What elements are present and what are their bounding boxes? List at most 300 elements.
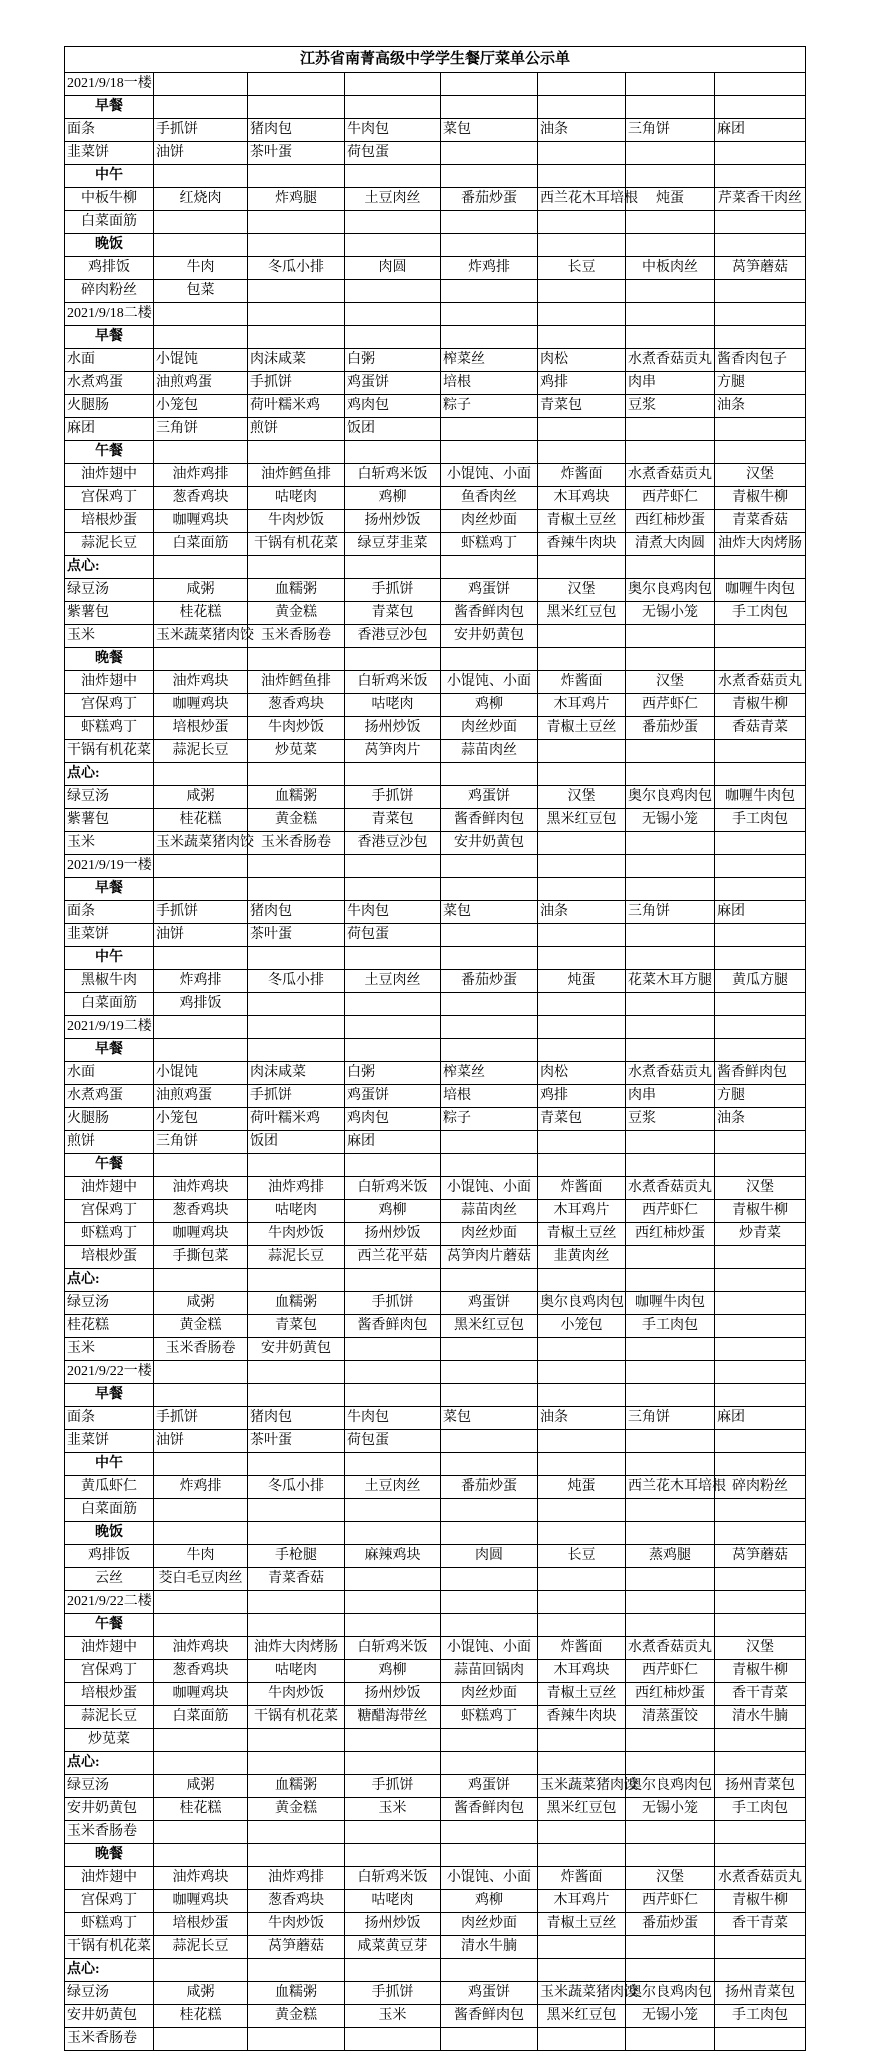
menu-row	[65, 1338, 806, 1361]
menu-item: 炸酱面	[538, 1177, 626, 1200]
empty-cell	[538, 947, 626, 970]
menu-item: 葱香鸡块	[154, 487, 248, 510]
meal-row	[65, 763, 806, 786]
menu-item: 黑米红豆包	[441, 1315, 538, 1338]
menu-item: 黑椒牛肉	[65, 970, 154, 993]
menu-item: 肉沫咸菜	[248, 349, 345, 372]
menu-row	[65, 280, 806, 303]
menu-item: 莴笋肉片	[345, 740, 441, 763]
menu-item: 蒜泥长豆	[154, 1936, 248, 1959]
menu-row	[65, 1407, 806, 1430]
menu-item: 肉丝炒面	[441, 717, 538, 740]
empty-cell	[345, 234, 441, 257]
menu-item: 油煎鸡蛋	[154, 372, 248, 395]
menu-item: 清水牛腩	[441, 1936, 538, 1959]
menu-item: 扬州青菜包	[715, 1982, 806, 2005]
empty-cell	[154, 1154, 248, 1177]
empty-cell	[715, 947, 806, 970]
empty-cell	[248, 280, 345, 303]
menu-item: 西红柿炒蛋	[626, 1683, 715, 1706]
empty-cell	[345, 1039, 441, 1062]
empty-cell	[154, 1016, 248, 1039]
meal-row	[65, 1522, 806, 1545]
menu-item: 西兰花木耳培根	[538, 188, 626, 211]
menu-row	[65, 1131, 806, 1154]
empty-cell	[441, 1821, 538, 1844]
empty-cell	[441, 1752, 538, 1775]
empty-cell	[345, 441, 441, 464]
menu-item: 桂花糕	[154, 809, 248, 832]
menu-item: 桂花糕	[154, 602, 248, 625]
empty-cell	[538, 418, 626, 441]
menu-item: 蒜苗回锅肉	[441, 1660, 538, 1683]
menu-item: 鸡柳	[441, 1890, 538, 1913]
empty-cell	[715, 763, 806, 786]
empty-cell	[248, 2028, 345, 2051]
empty-cell	[345, 165, 441, 188]
empty-cell	[441, 418, 538, 441]
menu-item: 咸粥	[154, 786, 248, 809]
menu-item: 绿豆汤	[65, 786, 154, 809]
empty-cell	[441, 303, 538, 326]
menu-item: 蒸鸡腿	[626, 1545, 715, 1568]
meal-heading: 晚饭	[65, 234, 154, 257]
empty-cell	[154, 1384, 248, 1407]
empty-cell	[441, 1959, 538, 1982]
menu-item: 安井奶黄包	[441, 832, 538, 855]
empty-cell	[154, 234, 248, 257]
menu-item: 鸡蛋饼	[441, 786, 538, 809]
menu-row	[65, 349, 806, 372]
empty-cell	[626, 1246, 715, 1269]
empty-cell	[345, 763, 441, 786]
empty-cell	[154, 1453, 248, 1476]
empty-cell	[715, 2028, 806, 2051]
empty-cell	[715, 1039, 806, 1062]
empty-cell	[154, 1821, 248, 1844]
menu-item: 酱香鲜肉包	[441, 809, 538, 832]
menu-item: 肉丝炒面	[441, 510, 538, 533]
meal-row	[65, 326, 806, 349]
empty-cell	[626, 1821, 715, 1844]
empty-cell	[441, 1430, 538, 1453]
menu-item: 汉堡	[538, 786, 626, 809]
menu-item: 莴笋蘑菇	[248, 1936, 345, 1959]
menu-item: 血糯粥	[248, 1982, 345, 2005]
menu-title: 江苏省南菁高级中学学生餐厅菜单公示单	[65, 47, 806, 73]
menu-item: 咖喱牛肉包	[715, 579, 806, 602]
menu-item: 炸鸡排	[441, 257, 538, 280]
menu-item: 炸鸡腿	[248, 188, 345, 211]
menu-item: 清煮大肉圆	[626, 533, 715, 556]
empty-cell	[626, 1384, 715, 1407]
empty-cell	[154, 556, 248, 579]
menu-item: 青椒牛柳	[715, 1890, 806, 1913]
menu-item: 糖醋海带丝	[345, 1706, 441, 1729]
empty-cell	[441, 1361, 538, 1384]
menu-item: 油煎鸡蛋	[154, 1085, 248, 1108]
menu-item: 木耳鸡片	[538, 694, 626, 717]
menu-item: 青菜包	[345, 602, 441, 625]
menu-row	[65, 1683, 806, 1706]
empty-cell	[626, 1499, 715, 1522]
empty-cell	[715, 1844, 806, 1867]
date-heading: 2021/9/22二楼	[65, 1591, 154, 1614]
empty-cell	[154, 73, 248, 96]
empty-cell	[715, 993, 806, 1016]
menu-item: 小馄饨、小面	[441, 671, 538, 694]
menu-item: 白斩鸡米饭	[345, 1177, 441, 1200]
menu-item: 黑米红豆包	[538, 602, 626, 625]
menu-item: 长豆	[538, 1545, 626, 1568]
empty-cell	[441, 855, 538, 878]
empty-cell	[715, 1821, 806, 1844]
menu-item: 木耳鸡片	[538, 1200, 626, 1223]
empty-cell	[626, 1016, 715, 1039]
menu-row	[65, 1545, 806, 1568]
menu-item: 饭团	[248, 1131, 345, 1154]
menu-item: 西芹虾仁	[626, 1890, 715, 1913]
menu-item: 炒青菜	[715, 1223, 806, 1246]
meal-heading: 早餐	[65, 1039, 154, 1062]
empty-cell	[345, 96, 441, 119]
menu-item: 青椒牛柳	[715, 694, 806, 717]
menu-item: 奥尔良鸡肉包	[626, 786, 715, 809]
menu-item: 三角饼	[626, 1407, 715, 1430]
menu-item: 汉堡	[626, 671, 715, 694]
menu-item: 玉米	[345, 2005, 441, 2028]
empty-cell	[345, 1154, 441, 1177]
empty-cell	[715, 1246, 806, 1269]
empty-cell	[345, 947, 441, 970]
empty-cell	[441, 1039, 538, 1062]
empty-cell	[441, 1453, 538, 1476]
date-row	[65, 1361, 806, 1384]
menu-item: 青椒牛柳	[715, 1660, 806, 1683]
empty-cell	[538, 1384, 626, 1407]
empty-cell	[626, 832, 715, 855]
menu-item: 水煮香菇贡丸	[626, 349, 715, 372]
empty-cell	[715, 1154, 806, 1177]
empty-cell	[626, 142, 715, 165]
menu-item: 水面	[65, 349, 154, 372]
menu-item: 咸粥	[154, 1292, 248, 1315]
empty-cell	[715, 1269, 806, 1292]
menu-item: 猪肉包	[248, 901, 345, 924]
menu-item: 牛肉炒饭	[248, 510, 345, 533]
menu-item: 桂花糕	[65, 1315, 154, 1338]
menu-item: 咖喱鸡块	[154, 1890, 248, 1913]
empty-cell	[441, 211, 538, 234]
menu-item: 火腿肠	[65, 1108, 154, 1131]
menu-item: 奥尔良鸡肉包	[538, 1292, 626, 1315]
meal-heading: 早餐	[65, 96, 154, 119]
empty-cell	[626, 878, 715, 901]
menu-item: 炸酱面	[538, 1637, 626, 1660]
menu-item: 番茄炒蛋	[626, 1913, 715, 1936]
menu-item: 咸粥	[154, 1982, 248, 2005]
empty-cell	[538, 1936, 626, 1959]
empty-cell	[154, 2028, 248, 2051]
menu-item: 安井奶黄包	[65, 1798, 154, 1821]
menu-item: 小笼包	[538, 1315, 626, 1338]
menu-item: 白粥	[345, 349, 441, 372]
empty-cell	[154, 326, 248, 349]
empty-cell	[345, 1384, 441, 1407]
empty-cell	[441, 1844, 538, 1867]
empty-cell	[626, 1591, 715, 1614]
empty-cell	[715, 303, 806, 326]
empty-cell	[248, 1453, 345, 1476]
empty-cell	[441, 441, 538, 464]
empty-cell	[441, 326, 538, 349]
menu-item: 青椒牛柳	[715, 487, 806, 510]
menu-item: 肉圆	[441, 1545, 538, 1568]
menu-row	[65, 2028, 806, 2051]
menu-item: 中板肉丝	[626, 257, 715, 280]
menu-item: 香干青菜	[715, 1913, 806, 1936]
menu-item: 花菜木耳方腿	[626, 970, 715, 993]
menu-item: 手工肉包	[626, 1315, 715, 1338]
menu-item: 培根	[441, 372, 538, 395]
menu-item: 肉串	[626, 1085, 715, 1108]
menu-row	[65, 119, 806, 142]
empty-cell	[154, 648, 248, 671]
menu-item: 油条	[715, 395, 806, 418]
menu-item: 油炸翅中	[65, 464, 154, 487]
meal-row	[65, 1154, 806, 1177]
empty-cell	[715, 855, 806, 878]
empty-cell	[538, 1499, 626, 1522]
menu-item: 白菜面筋	[154, 1706, 248, 1729]
menu-row	[65, 786, 806, 809]
empty-cell	[248, 993, 345, 1016]
menu-item: 黄金糕	[248, 809, 345, 832]
empty-cell	[248, 73, 345, 96]
menu-row	[65, 809, 806, 832]
empty-cell	[248, 1959, 345, 1982]
menu-item: 青菜包	[538, 395, 626, 418]
menu-item: 蒜泥长豆	[154, 740, 248, 763]
menu-item: 水煮鸡蛋	[65, 1085, 154, 1108]
menu-item: 小笼包	[154, 1108, 248, 1131]
empty-cell	[154, 1591, 248, 1614]
menu-item: 牛肉	[154, 1545, 248, 1568]
empty-cell	[538, 96, 626, 119]
menu-item: 水煮香菇贡丸	[626, 1062, 715, 1085]
menu-item: 青椒土豆丝	[538, 717, 626, 740]
empty-cell	[441, 947, 538, 970]
menu-row	[65, 1177, 806, 1200]
empty-cell	[345, 1752, 441, 1775]
menu-item: 火腿肠	[65, 395, 154, 418]
meal-row	[65, 1269, 806, 1292]
menu-item: 玉米蔬菜猪肉饺	[154, 832, 248, 855]
date-heading: 2021/9/22一楼	[65, 1361, 154, 1384]
menu-item: 番茄炒蛋	[441, 1476, 538, 1499]
menu-item: 油炸鸡块	[154, 1177, 248, 1200]
empty-cell	[538, 211, 626, 234]
menu-item: 鸡柳	[345, 1200, 441, 1223]
menu-item: 三角饼	[626, 119, 715, 142]
menu-item: 宫保鸡丁	[65, 1200, 154, 1223]
menu-item: 白斩鸡米饭	[345, 464, 441, 487]
empty-cell	[248, 648, 345, 671]
empty-cell	[538, 1154, 626, 1177]
menu-item: 扬州炒饭	[345, 1683, 441, 1706]
empty-cell	[154, 1844, 248, 1867]
empty-cell	[715, 1959, 806, 1982]
empty-cell	[441, 878, 538, 901]
empty-cell	[441, 1384, 538, 1407]
menu-item: 西芹虾仁	[626, 1200, 715, 1223]
menu-item: 白斩鸡米饭	[345, 671, 441, 694]
menu-item: 汉堡	[538, 579, 626, 602]
menu-item: 豆浆	[626, 1108, 715, 1131]
meal-row	[65, 96, 806, 119]
empty-cell	[538, 556, 626, 579]
date-row	[65, 1016, 806, 1039]
menu-item: 绿豆汤	[65, 579, 154, 602]
menu-item: 酱香鲜肉包	[441, 602, 538, 625]
menu-row	[65, 1729, 806, 1752]
menu-item: 油炸翅中	[65, 671, 154, 694]
menu-item: 鸡排饭	[154, 993, 248, 1016]
empty-cell	[626, 993, 715, 1016]
menu-item: 水煮香菇贡丸	[626, 464, 715, 487]
meal-heading: 早餐	[65, 326, 154, 349]
empty-cell	[538, 855, 626, 878]
menu-item: 炖蛋	[538, 970, 626, 993]
empty-cell	[154, 947, 248, 970]
menu-item: 干锅有机花菜	[248, 1706, 345, 1729]
menu-item: 油炸鸡排	[248, 1867, 345, 1890]
empty-cell	[248, 878, 345, 901]
menu-item: 荷叶糯米鸡	[248, 1108, 345, 1131]
menu-item: 菜包	[441, 119, 538, 142]
meal-heading: 中午	[65, 947, 154, 970]
empty-cell	[345, 73, 441, 96]
empty-cell	[538, 1752, 626, 1775]
menu-item: 荷包蛋	[345, 924, 441, 947]
menu-row	[65, 901, 806, 924]
menu-row	[65, 924, 806, 947]
menu-item: 莴笋肉片蘑菇	[441, 1246, 538, 1269]
meal-row	[65, 1384, 806, 1407]
meal-row	[65, 441, 806, 464]
menu-item: 方腿	[715, 372, 806, 395]
menu-row	[65, 694, 806, 717]
menu-row	[65, 602, 806, 625]
empty-cell	[626, 1522, 715, 1545]
menu-item: 炸酱面	[538, 1867, 626, 1890]
empty-cell	[715, 1568, 806, 1591]
menu-item: 水煮香菇贡丸	[626, 1177, 715, 1200]
empty-cell	[248, 855, 345, 878]
empty-cell	[626, 441, 715, 464]
menu-item: 宫保鸡丁	[65, 487, 154, 510]
menu-item: 黑米红豆包	[538, 1798, 626, 1821]
menu-item: 玉米香肠卷	[154, 1338, 248, 1361]
menu-row	[65, 717, 806, 740]
empty-cell	[626, 165, 715, 188]
menu-item: 扬州青菜包	[715, 1775, 806, 1798]
empty-cell	[441, 73, 538, 96]
menu-row	[65, 1660, 806, 1683]
menu-item: 黑米红豆包	[538, 809, 626, 832]
menu-row	[65, 1200, 806, 1223]
empty-cell	[248, 1499, 345, 1522]
menu-item: 咖喱鸡块	[154, 694, 248, 717]
menu-item: 水煮香菇贡丸	[715, 671, 806, 694]
empty-cell	[538, 441, 626, 464]
menu-item: 炖蛋	[538, 1476, 626, 1499]
empty-cell	[345, 993, 441, 1016]
menu-item: 油炸鸡块	[154, 671, 248, 694]
empty-cell	[715, 1453, 806, 1476]
menu-item: 蒜泥长豆	[248, 1246, 345, 1269]
empty-cell	[441, 1131, 538, 1154]
empty-cell	[538, 280, 626, 303]
empty-cell	[538, 1016, 626, 1039]
empty-cell	[441, 1522, 538, 1545]
menu-item: 咖喱鸡块	[154, 1223, 248, 1246]
menu-item: 炸酱面	[538, 464, 626, 487]
empty-cell	[345, 1591, 441, 1614]
menu-item: 麻团	[715, 901, 806, 924]
menu-item: 手抓饼	[248, 372, 345, 395]
empty-cell	[626, 1936, 715, 1959]
empty-cell	[538, 1591, 626, 1614]
empty-cell	[715, 924, 806, 947]
menu-item: 玉米蔬菜猪肉饺	[538, 1982, 626, 2005]
menu-item: 小馄饨	[154, 349, 248, 372]
empty-cell	[248, 303, 345, 326]
menu-row	[65, 993, 806, 1016]
empty-cell	[715, 418, 806, 441]
menu-item: 猪肉包	[248, 119, 345, 142]
empty-cell	[248, 763, 345, 786]
empty-cell	[248, 1269, 345, 1292]
menu-table-body	[65, 73, 806, 2051]
menu-row	[65, 1798, 806, 1821]
empty-cell	[626, 1154, 715, 1177]
empty-cell	[715, 1729, 806, 1752]
menu-item: 白菜面筋	[154, 533, 248, 556]
meal-row	[65, 165, 806, 188]
empty-cell	[345, 280, 441, 303]
menu-item: 奥尔良鸡肉包	[626, 1982, 715, 2005]
empty-cell	[626, 280, 715, 303]
empty-cell	[626, 1361, 715, 1384]
meal-heading: 点心:	[65, 763, 154, 786]
empty-cell	[154, 1269, 248, 1292]
menu-item: 绿豆芽韭菜	[345, 533, 441, 556]
empty-cell	[345, 878, 441, 901]
empty-cell	[626, 96, 715, 119]
menu-item: 猪肉包	[248, 1407, 345, 1430]
empty-cell	[154, 1752, 248, 1775]
menu-item: 鸡柳	[441, 694, 538, 717]
menu-item: 手抓饼	[248, 1085, 345, 1108]
empty-cell	[626, 1844, 715, 1867]
menu-item: 酱香鲜肉包	[345, 1315, 441, 1338]
menu-item: 肉松	[538, 1062, 626, 1085]
menu-row	[65, 1568, 806, 1591]
menu-item: 豆浆	[626, 395, 715, 418]
empty-cell	[626, 234, 715, 257]
menu-row	[65, 579, 806, 602]
